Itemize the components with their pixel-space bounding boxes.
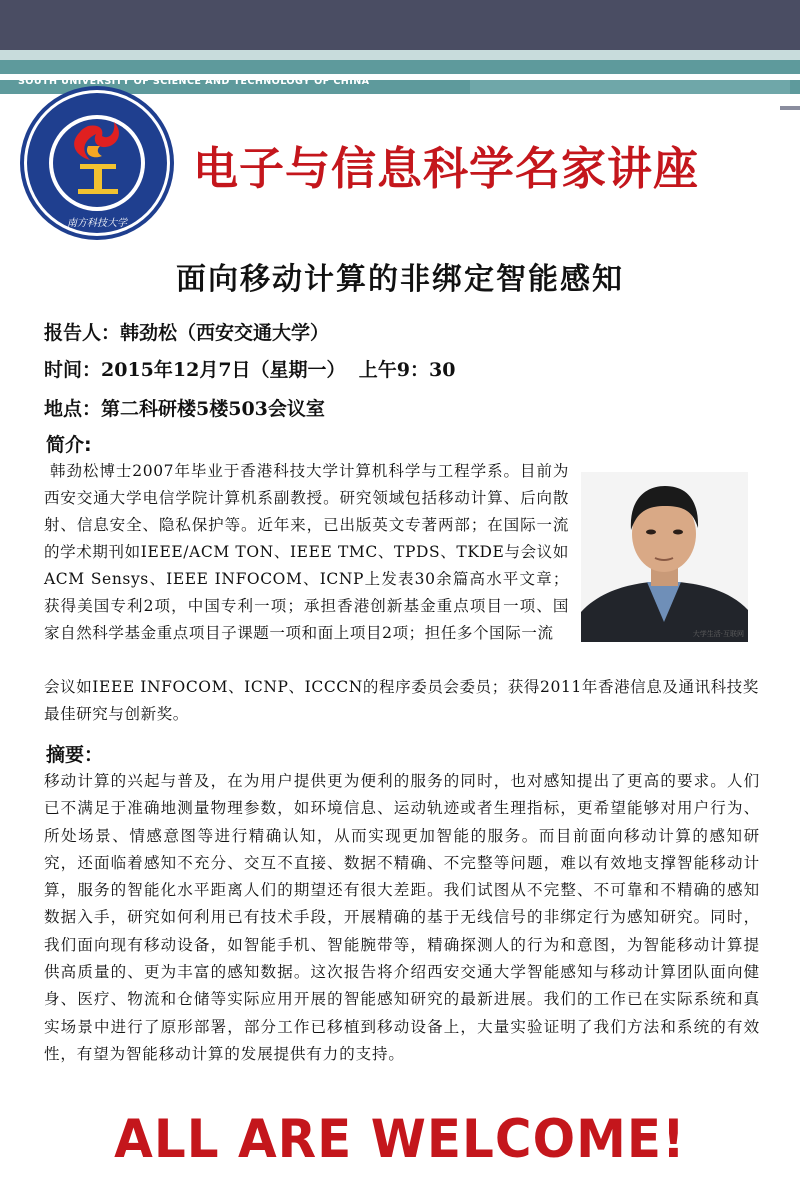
welcome-banner: ALL ARE WELCOME! [114, 1108, 686, 1170]
logo-ring-text: SOUTH UNIVERSITY OF SCIENCE AND TECHNOLOGY OF CHINA [18, 76, 370, 87]
time-label: 时间： [44, 359, 102, 381]
abstract-text: 移动计算的兴起与普及，在为用户提供更为便利的服务的同时，也对感知提出了更高的要求。人们已不满足于准确地测量物理参数，如环境信息、运动轨迹或者生理指标，更希望能够对用户行为、所处场景、情感意图等进行精确认知，从而实现更加智能的服务。而目前面向移动计算的感知研究，还面临着感知不充分、交互不直接、数据不精确、不完整等问题，难以有效地支撑智能移动计算，服务的智能化水平距离人们的期望还有很大差距。我们试图从不完整、不可靠和不精确的感知数据入手，研究如何利用已有技术手段，开展精确的基于无线信号的非绑定行为感知研究。同时，我们面向现有移动设备，如智能手机、智能腕带等，精确探测人的行为和意图，为智能移动计算提供高质量的、更为丰富的感知数据。这次报告将介绍西安交通大学智能感知与移动计算团队面向健身、医疗、物流和仓储等实际应用开展的智能感知研究的最新进展。我们的工作已在实际系统和真实场景中进行了原形部署，部分工作已移植到移动设备上，大量实验证明了我们方法和系统的有效性，有望为智能移动计算的发展提供有力的支持。 [44, 772, 760, 1063]
venue-line [44, 394, 325, 421]
university-logo [18, 76, 370, 242]
talk-title: 面向移动计算的非绑定智能感知 [176, 262, 624, 297]
logo-bottom-text: 南方科技大学 [67, 218, 127, 229]
speaker-label: 报告人： [44, 322, 121, 344]
time-value: 2015年12月7日（星期一） 上午9：30 [101, 359, 456, 381]
time-line [44, 355, 455, 382]
intro-text-continued: 会议如IEEE INFOCOM、ICNP、ICCCN的程序委员会委员；获得2011年香港信息及通讯科技奖最佳研究与创新奖。 [44, 678, 759, 723]
speaker-photo [581, 472, 748, 642]
photo-caption: 大学生活·互联网 [692, 630, 744, 638]
venue-value: 第二科研楼5楼503会议室 [101, 398, 325, 420]
series-title: 电子与信息科学名家讲座 [193, 142, 700, 195]
abstract-heading: 摘要： [46, 744, 104, 766]
speaker-line [44, 318, 329, 345]
intro-heading: 简介: [46, 434, 92, 456]
speaker-value: 韩劲松（西安交通大学） [120, 322, 330, 344]
venue-label: 地点： [44, 398, 102, 420]
intro-text: 韩劲松博士2007年毕业于香港科技大学计算机科学与工程学系。目前为西安交通大学电信学院计算机系副教授。研究领域包括移动计算、后向散射、信息安全、隐私保护等。近年来，已出版英文专著两部；在国际一流的学术期刊如IEEE/ACM TON、IEEE TMC、TPDS、TKDE与会议如ACM Sensys、IEEE INFOCOM、ICNP上发表30余篇高水平文章；获得美国专利2项，中国专利一项；承担香港创新基金重点项目一项、国家自然科学基金重点项目子课题一项和面上项目2项；担任多个国际一流 [44, 462, 569, 642]
speaker-portrait [581, 472, 748, 642]
